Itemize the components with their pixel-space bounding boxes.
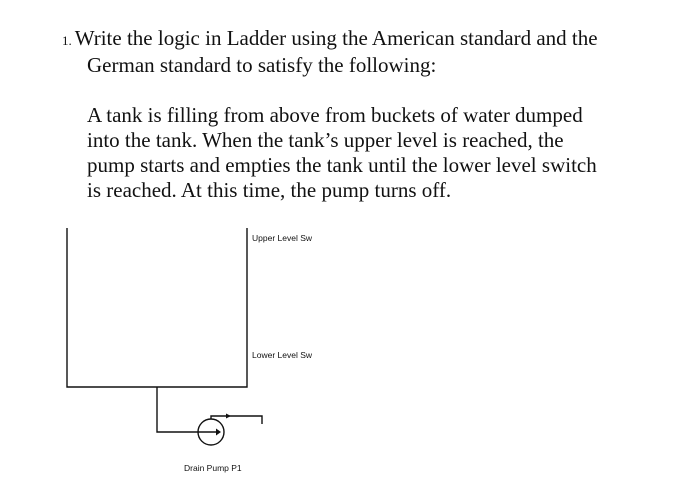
tank-outline: [67, 228, 247, 387]
upper-level-switch-label: Upper Level Sw: [252, 233, 313, 243]
paragraph-line-2: into the tank. When the tank’s upper level is reached, the: [87, 128, 564, 152]
pump-outlet-pipe: [211, 416, 262, 424]
question-instruction-1: Write the logic in Ladder using the American standard and the: [74, 26, 598, 50]
paragraph-line-3: pump starts and empties the tank until the lower level switch: [87, 153, 597, 177]
paragraph-line-4: is reached. At this time, the pump turns off.: [87, 178, 452, 202]
lower-level-switch-label: Lower Level Sw: [252, 350, 313, 360]
question-number: 1.: [62, 33, 72, 48]
drain-pipe: [157, 387, 198, 432]
drain-pump-label: Drain Pump P1: [184, 463, 242, 473]
outlet-arrow-icon: [226, 414, 231, 419]
question-instruction-2: German standard to satisfy the following:: [87, 53, 437, 77]
paragraph-line-1: A tank is filling from above from buckets of water dumped: [87, 103, 583, 127]
pump-arrow-icon: [216, 429, 221, 436]
